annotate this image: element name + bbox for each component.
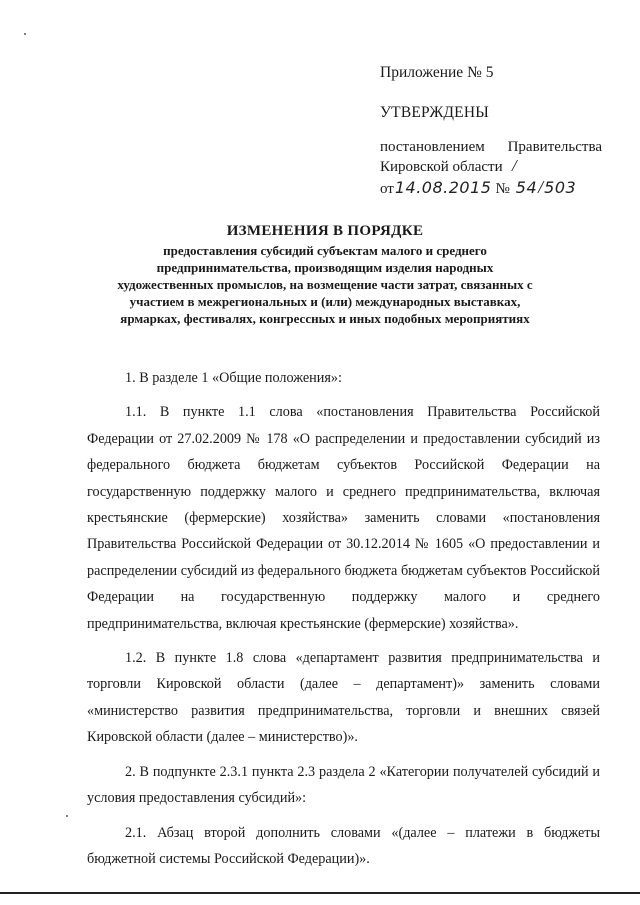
paragraph-section-1: 1. В разделе 1 «Общие положения»: [125,370,342,386]
handwritten-number: 54 [515,178,538,197]
document-body [87,365,600,872]
resolution-line [380,137,602,157]
handwritten-date: 14.08.2015 [394,178,492,197]
title-subtitle: предоставления субсидий субъектам малого и среднего предпринимательства, производящим изделия народных художественных промыслов, на возмещение части затрат, связанных с участием в межрегиональных и (или) международных выставках, ярмарках, фестивалях, конгрессных и иных подобных мероприятиях [117,243,533,326]
scan-speck [66,815,68,817]
resolution-reference [380,137,602,199]
paragraph-2-1: 2.1. Абзац второй дополнить словами «(далее – платежи в бюджеты бюджетной системы Российской Федерации)». [87,824,600,867]
appendix-label: Приложение № 5 [380,64,494,81]
document-title [117,222,533,326]
from-prefix: от [380,181,394,197]
region-name: Кировской области [380,159,503,175]
approval-block [380,63,602,199]
scan-speck [24,33,26,35]
paragraph-1-1: 1.1. В пункте 1.1 слова «постановления Правительства Российской Федерации от 27.02.2009 № 178 «О распределении и предоставлении субсидий из федерального бюджета бюджетам субъектов Российской Федерации на государственную поддержку малого и среднего предпринимательства, включая крестьянские (фермерские) хозяйства» заменить словами «постановления Правительства Российской Федерации от 30.12.2014 № 1605 «О предоставлении и распределении субсидий из федерального бюджета бюджетам субъектов Российской Федерации на государственную поддержку малого и среднего предпринимательства, включая крестьянские (фермерские) хозяйства». [87,404,600,632]
number-sign: № [495,181,510,197]
resolution-word: постановлением [380,139,485,155]
government-word: Правительства [507,139,602,155]
title-main: ИЗМЕНЕНИЯ В ПОРЯДКЕ [226,223,424,239]
date-number-line [380,177,602,199]
scan-bottom-edge [0,892,640,894]
handwritten-number-suffix: 503 [544,178,577,197]
approved-label: УТВЕРЖДЕНЫ [380,104,489,121]
paragraph-section-2: 2. В подпункте 2.3.1 пункта 2.3 раздела 2 «Категории получателей субсидий и условия предоставления субсидий»: [87,763,600,807]
handwritten-slash: / [538,177,544,197]
paragraph-1-2: 1.2. В пункте 1.8 слова «департамент развития предпринимательства и торговли Кировской области (далее – департамент)» заменить словами «министерство развития предпринимательства, торговли и внешних связей Кировской области (далее – министерство)». [87,650,600,746]
handwritten-mark: / [512,156,517,175]
region-line [380,157,602,177]
